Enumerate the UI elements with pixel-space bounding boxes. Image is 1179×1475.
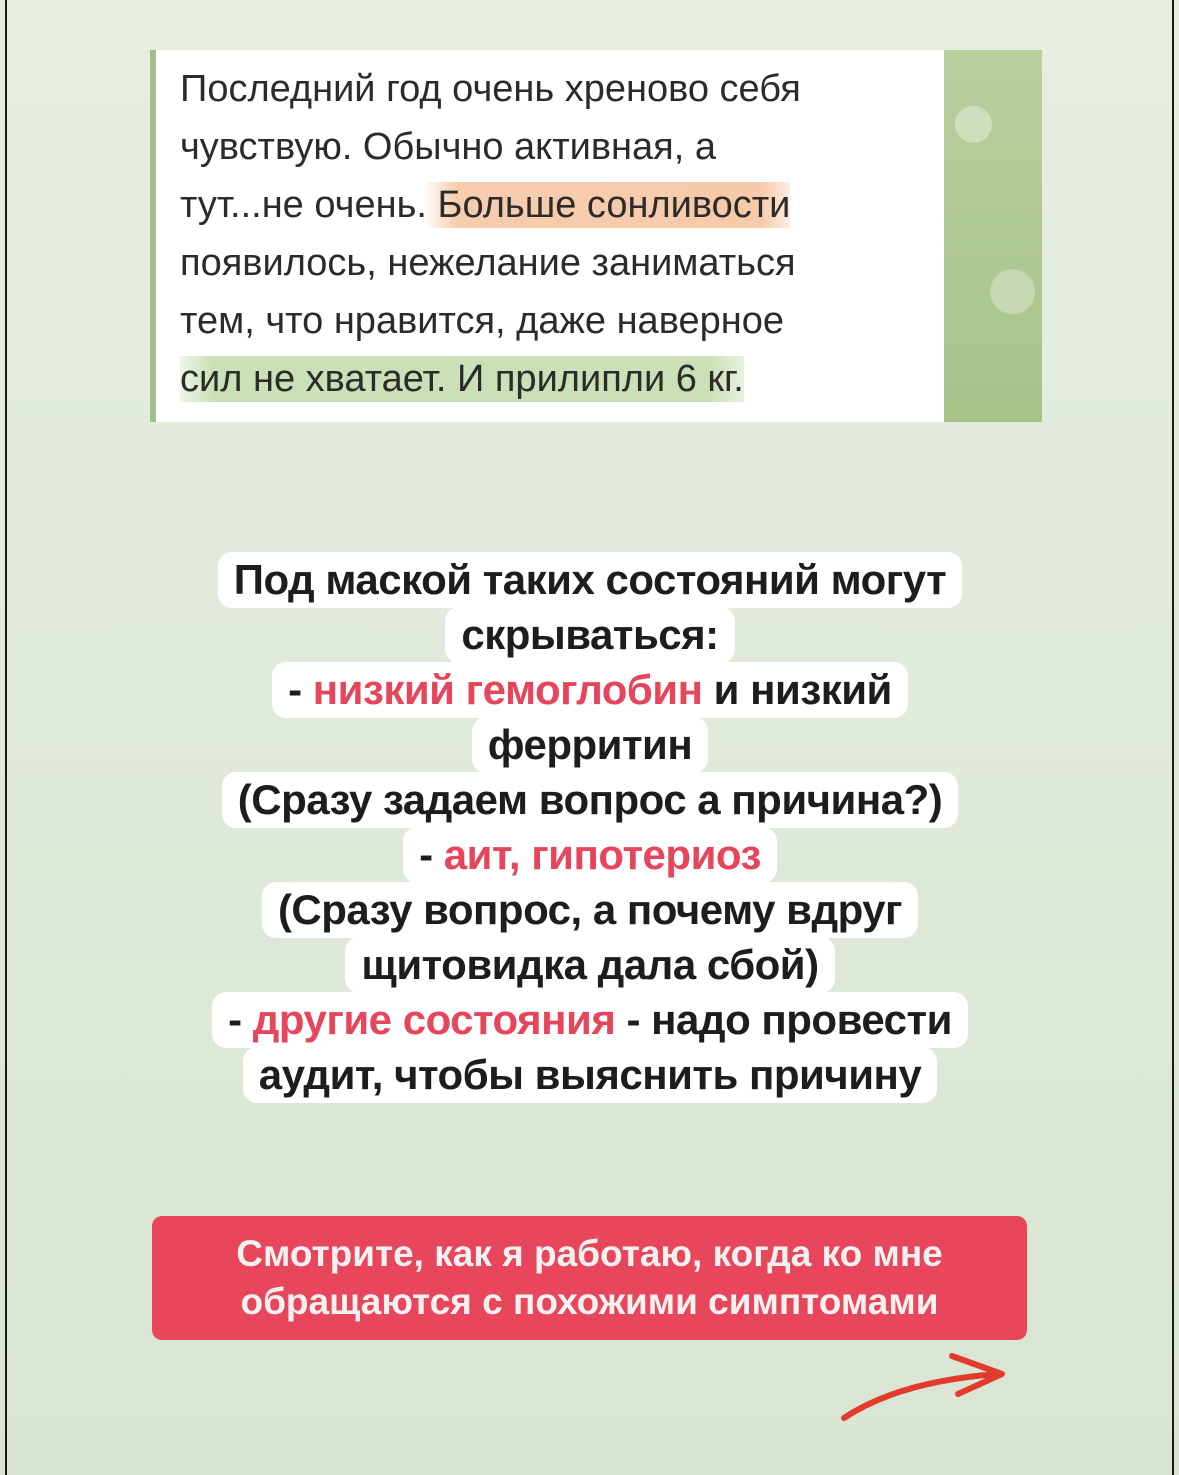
info-text-block — [150, 552, 1030, 1102]
quote-line — [180, 176, 900, 234]
info-line — [272, 662, 908, 718]
quote-line: чувствую. Обычно активная, а — [180, 126, 716, 168]
quote-line: тем, что нравится, даже наверное — [180, 300, 784, 342]
highlight-red-text: низкий гемоглобин — [312, 666, 703, 713]
info-text-segment: и низкий — [702, 666, 892, 713]
info-line: (Сразу задаем вопрос а причина?) — [222, 772, 958, 828]
chat-wallpaper — [944, 50, 1042, 422]
info-line — [403, 827, 777, 883]
info-line: Под маской таких состояний могут — [218, 552, 962, 608]
highlight-red-text: аит, гипотериоз — [443, 831, 761, 878]
info-line — [212, 992, 968, 1048]
quote-line — [180, 350, 900, 408]
info-line: (Сразу вопрос, а почему вдруг — [262, 882, 918, 938]
frame-border-left — [5, 0, 7, 1475]
quote-accent-bar — [150, 50, 156, 422]
cta-banner[interactable] — [152, 1216, 1027, 1340]
orange-highlight: Больше сонливости — [426, 184, 791, 226]
info-line: щитовидка дала сбой) — [345, 937, 834, 993]
green-highlight: сил не хватает. И прилипли 6 кг. — [180, 358, 744, 400]
info-line: ферритин — [472, 717, 708, 773]
cta-line: Смотрите, как я работаю, когда ко мне — [236, 1233, 943, 1274]
quoted-message-text — [180, 60, 900, 408]
quote-line: появилось, нежелание заниматься — [180, 242, 796, 284]
frame-border-right — [1172, 0, 1174, 1475]
info-line: аудит, чтобы выяснить причину — [243, 1047, 938, 1103]
highlight-red-text: другие состояния — [252, 996, 616, 1043]
red-arrow-icon — [840, 1344, 1010, 1424]
info-line: скрываться: — [445, 607, 734, 663]
cta-line: обращаются с похожими симптомами — [240, 1281, 939, 1322]
info-text-segment: - надо провести — [615, 996, 952, 1043]
bullet-dash: - — [228, 996, 253, 1043]
bullet-dash: - — [288, 666, 313, 713]
quoted-message-screenshot — [150, 50, 1042, 422]
bullet-dash: - — [419, 831, 444, 878]
quote-line: Последний год очень хреново себя — [180, 68, 801, 110]
quote-text-segment: тут...не очень. — [180, 184, 427, 226]
